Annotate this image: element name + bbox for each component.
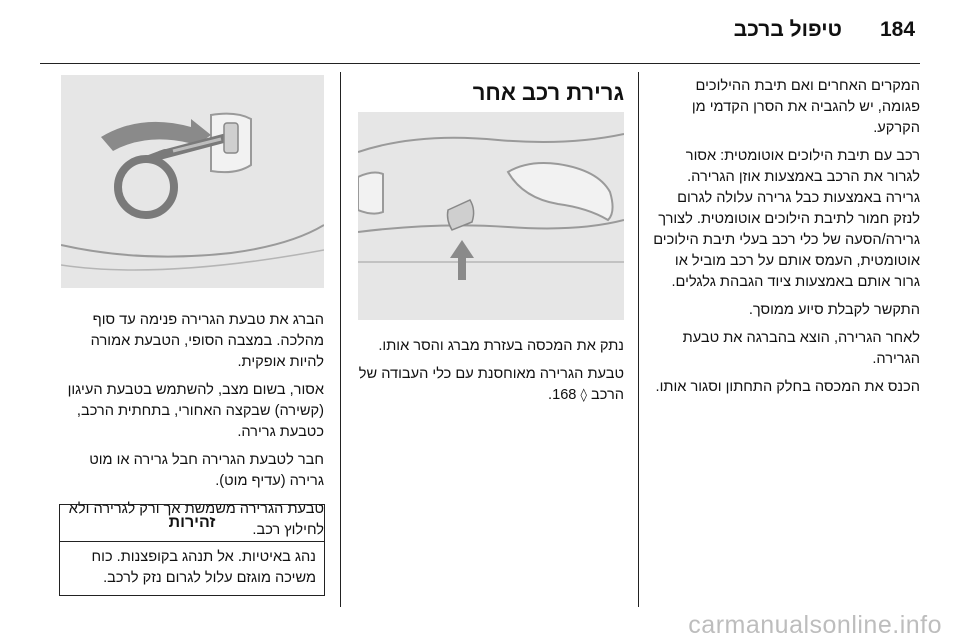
page-title: טיפול ברכב <box>733 18 842 41</box>
column-divider-left <box>340 72 341 607</box>
watermark: carmanualsonline.info <box>688 611 942 639</box>
header-rule <box>40 63 920 64</box>
left-paragraph-3: חבר לטבעת הגרירה חבל גרירה או מוט גרירה (עדיף מוט). <box>89 452 324 489</box>
warning-body: נהג באיטיות. אל תנהג בקופצנות. כוח משיכה מוגזם עלול לגרום נזק לרכב. <box>91 549 316 586</box>
right-paragraph-3: התקשר לקבלת סיוע ממוסך. <box>748 302 920 318</box>
right-paragraph-4: לאחר הגרירה, הוצא בהברגה את טבעת הגרירה. <box>682 330 920 367</box>
column-divider-right <box>638 72 639 607</box>
middle-text-block <box>352 336 624 413</box>
page-number: 184 <box>880 18 916 41</box>
right-paragraph-1: המקרים האחרים ואם תיבת ההילוכים פגומה, יש להגביה את הסרן הקדמי מן הקרקע. <box>691 78 920 136</box>
bumper-cover-drawing <box>358 112 624 320</box>
page-reference-icon: ◊ <box>580 388 587 403</box>
towing-eye-illustration <box>61 75 324 288</box>
warning-heading: זהירות <box>60 505 324 542</box>
middle-paragraph-2-text: טבעת הגרירה מאוחסנת עם כלי העבודה של הרכב <box>358 366 624 403</box>
warning-box <box>59 504 325 596</box>
right-column <box>652 76 920 405</box>
section-title: גרירת רכב אחר <box>472 80 624 105</box>
page-reference-number[interactable]: 168. <box>548 387 577 403</box>
left-paragraph-1: הברג את טבעת הגרירה פנימה עד סוף מהלכה. במצבה הסופי, הטבעת אמורה להיות אופקית. <box>90 312 324 370</box>
right-paragraph-5: הכנס את המכסה בחלק התחתון וסגור אותו. <box>655 379 920 395</box>
middle-paragraph-1: נתק את המכסה בעזרת מברג והסר אותו. <box>378 338 624 354</box>
right-paragraph-2: רכב עם תיבת הילוכים אוטומטית: אסור לגרור את הרכב באמצעות אוזן הגרירה. גרירה באמצעות כבל גרירה עלולה לגרום לנזק חמור לתיבת הילוכים אוטומטית. לצורך גרירה/הסעה של כלי רכב בעלי תיבת הילוכים אוטומטית, העמס אותם על רכב מוביל או גרור אותם באמצעות ציוד הגבהת גלגלים. <box>653 148 920 290</box>
left-paragraph-2: אסור, בשום מצב, להשתמש בטבעת העיגון (קשירה) שבקצה האחורי, בתחתית הרכב, כטבעת גרירה. <box>67 382 324 440</box>
left-paragraph-4: טבעת הגרירה משמשת אך ורק לגרירה ולא לחילוץ רכב. <box>68 501 324 538</box>
middle-paragraph-2 <box>352 364 624 406</box>
bumper-cover-illustration <box>358 112 624 320</box>
towing-eye-drawing <box>61 75 324 288</box>
